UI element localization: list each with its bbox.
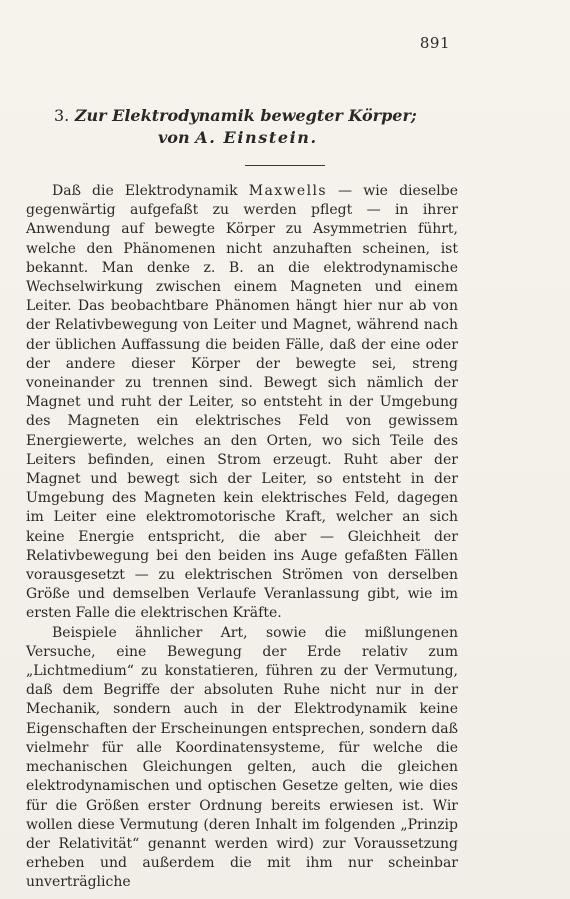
article-author-line: [158, 127, 454, 149]
title-separator-rule: [245, 165, 325, 166]
page-number: 891: [419, 34, 450, 52]
paragraph-2-body: Beispiele ähnlicher Art, sowie die mißlungenen Versuche, eine Bewegung der Erde relativ zum „Lichtmedium“ zu konstatieren, führen zu der Vermutung, daß dem Begriffe der absoluten Ruhe nicht nur in der Mechanik, sondern auch in der Elektrodynamik keine Eigenschaften der Erscheinungen entsprechen, sondern daß vielmehr für alle Koordinatensysteme, für welche die mechanischen Gleichungen gelten, auch die gleichen elektrodynamischen und optischen Gesetze gelten, wie dies für die Größen erster Ordnung bereits erwiesen ist. Wir wollen diese Vermutung (deren Inhalt im folgenden „Prinzip der Relativität“ genannt werden wird) zur Voraussetzung erheben und außerdem die mit ihm nur scheinbar unverträgliche: [26, 624, 458, 891]
paragraph-1-body: — wie dieselbe gegenwärtig aufgefaßt zu werden pflegt — in ihrer Anwendung auf bewegte Körper zu Asymmetrien führt, welche den Phänomenen nicht anzuhaften scheinen, ist bekannt. Man denke z. B. an die elektrodynamische Wechselwirkung zwischen einem Magneten und einem Leiter. Das beobachtbare Phänomen hängt hier nur ab von der Relativbewegung von Leiter und Magnet, während nach der üblichen Auffassung die beiden Fälle, daß der eine oder der andere dieser Körper der bewegte sei, streng voneinander zu trennen sind. Bewegt sich nämlich der Magnet und ruht der Leiter, so entsteht in der Umgebung des Magneten ein elektrisches Feld von gewissem Energiewerte, welches an den Orten, wo sich Teile des Leiters befinden, einen Strom erzeugt. Ruht aber der Magnet und bewegt sich der Leiter, so entsteht in der Umgebung des Magneten kein elektrisches Feld, dagegen im Leiter eine elektromotorische Kraft, welcher an sich keine Energie entspricht, die aber — Gleichheit der Relativbewegung bei den beiden ins Auge gefaßten Fällen vorausgesetzt — zu elektrischen Strömen von derselben Größe und demselben Verlaufe Veranlassung gibt, wie im ersten Falle die elektrischen Kräfte.: [26, 183, 459, 622]
paragraph-2: [26, 624, 458, 893]
article-title-block: [54, 105, 454, 149]
article-author: A. Einstein.: [195, 128, 318, 147]
article-body: [26, 182, 458, 893]
article-title: Zur Elektrodynamik bewegter Körper;: [74, 106, 417, 125]
maxwell-name: Maxwells: [248, 183, 327, 199]
paragraph-1: [26, 182, 458, 624]
paragraph-1-intro: Daß die Elektrodynamik: [52, 183, 238, 199]
article-number: 3.: [54, 106, 70, 125]
article-title-line: [54, 105, 454, 127]
author-prefix: von: [158, 128, 190, 147]
